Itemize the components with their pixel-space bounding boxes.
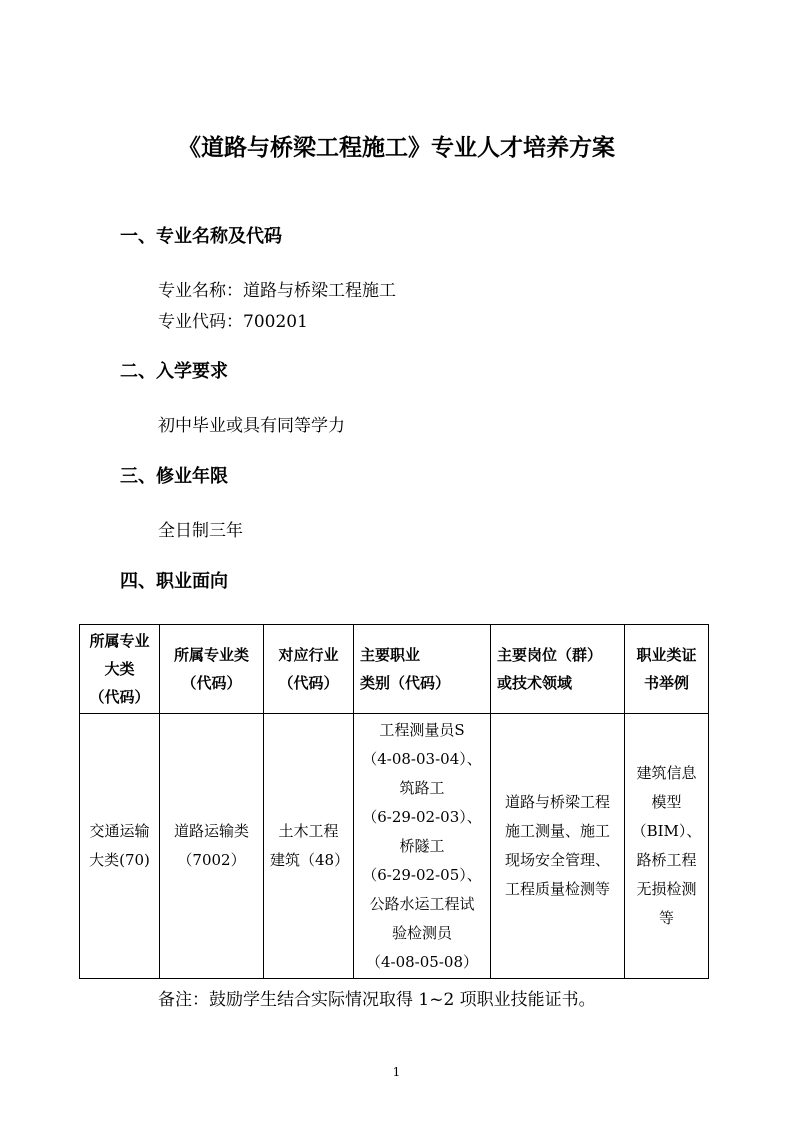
table-cell: 道路与桥梁工程 施工测量、施工 现场安全管理、 工程质量检测等 [491,714,625,979]
header-cell: 职业类证 书举例 [625,625,709,714]
career-orientation-table [79,624,709,979]
table-note: 备注：鼓励学生结合实际情况取得 1~2 项职业技能证书。 [158,990,596,1010]
header-cell: 主要岗位（群） 或技术领域 [491,625,625,714]
table-cell: 道路运输类 （7002） [160,714,264,979]
header-cell: 主要职业 类别（代码） [354,625,491,714]
major-name: 专业名称：道路与桥梁工程施工 [158,281,396,301]
table-row [80,714,709,979]
page-number: 1 [392,1065,401,1079]
table-cell: 工程测量员S （4-08-03-04）、 筑路工 （6-29-02-03）、 桥隧工 （6-29-02-05）、 公路水运工程试 验检测员 （4-08-05-08） [354,714,491,979]
header-cell: 所属专业类 （代码） [160,625,264,714]
document-title: 《道路与桥梁工程施工》专业人才培养方案 [178,135,615,161]
table-cell: 土木工程 建筑（48） [264,714,354,979]
admission-requirement: 初中毕业或具有同等学力 [158,416,345,436]
section-heading-1: 一、专业名称及代码 [120,226,282,247]
table-cell: 交通运输 大类(70) [80,714,160,979]
section-heading-2: 二、入学要求 [120,361,228,382]
section-heading-4: 四、职业面向 [120,571,228,592]
table-header-row [80,625,709,714]
header-cell: 对应行业 （代码） [264,625,354,714]
header-cell: 所属专业 大类 （代码） [80,625,160,714]
section-heading-3: 三、修业年限 [120,466,228,487]
table-cell: 建筑信息 模型 （BIM）、 路桥工程 无损检测 等 [625,714,709,979]
study-duration: 全日制三年 [158,521,243,541]
major-code: 专业代码：700201 [158,312,308,332]
